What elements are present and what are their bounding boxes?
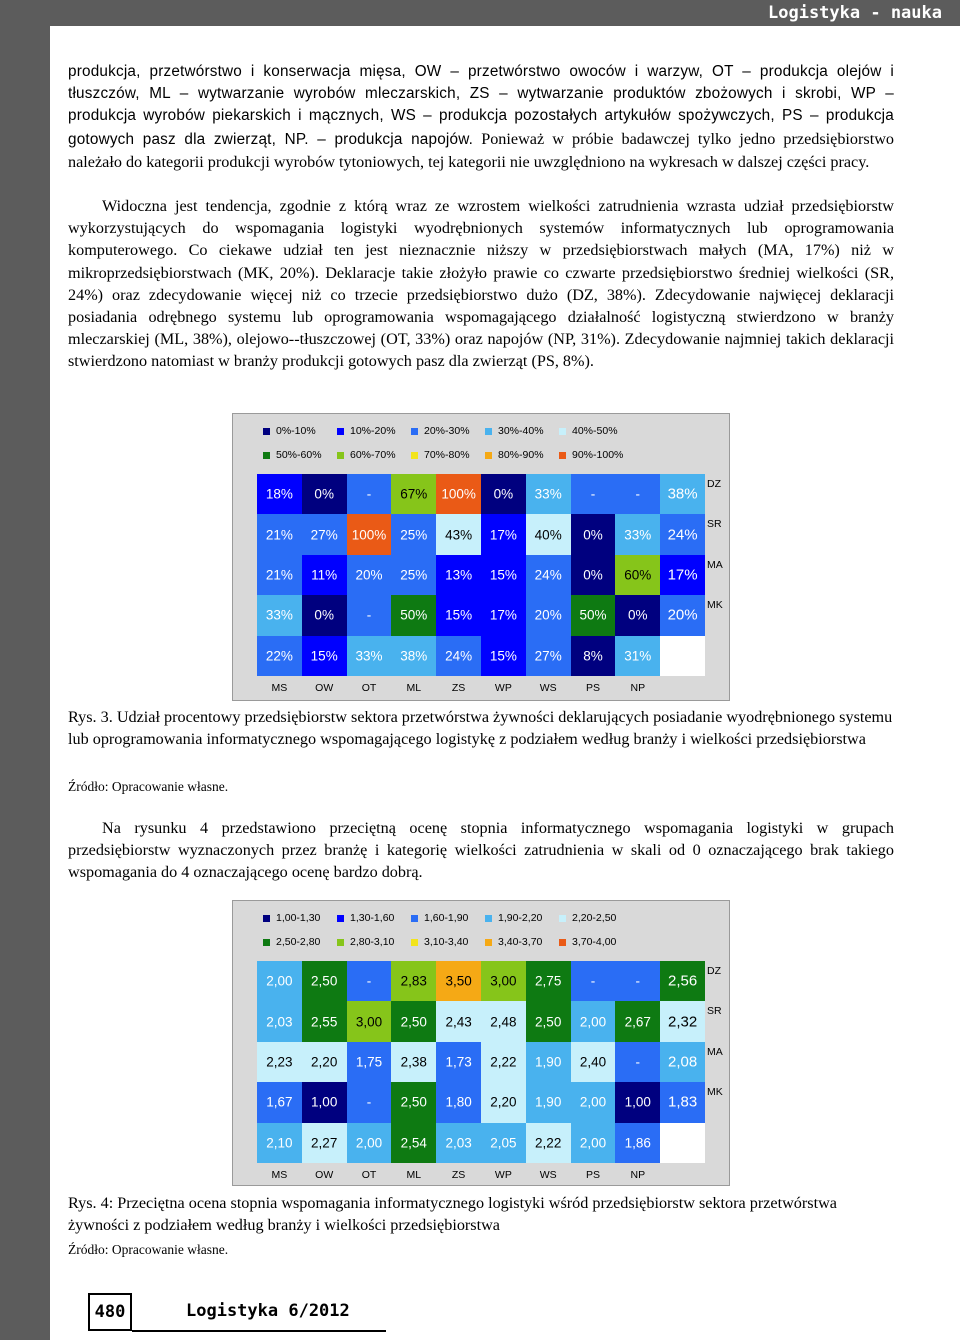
data-label: 0% [314, 607, 334, 623]
legend-swatch [411, 452, 418, 459]
x-tick-label: WS [539, 682, 557, 694]
legend-label: 50%-60% [276, 449, 322, 461]
figure-3-source: Źródło: Opracowanie własne. [68, 779, 229, 794]
legend-item [559, 911, 616, 925]
legend-swatch [337, 939, 344, 946]
data-label: 43% [445, 527, 473, 543]
data-label: 0% [583, 567, 603, 583]
legend-swatch [263, 452, 270, 459]
data-label: 0% [493, 486, 514, 502]
legend-label: 0%-10% [276, 425, 316, 437]
data-label: 2,22 [490, 1054, 517, 1070]
paragraph-industry-codes [68, 61, 894, 174]
data-label: 21% [265, 527, 293, 543]
legend-label: 30%-40% [498, 425, 544, 437]
x-tick-label: PS [585, 1169, 601, 1181]
figure-4-heatmap [232, 900, 730, 1186]
data-label: 20% [355, 567, 383, 583]
data-label: 2,67 [624, 1014, 651, 1030]
legend-label: 10%-20% [350, 425, 396, 437]
legend-swatch [485, 915, 492, 922]
legend-item [411, 448, 470, 462]
data-label: 2,40 [579, 1054, 607, 1070]
data-label: 2,05 [490, 1135, 517, 1151]
data-label: 1,90 [535, 1054, 562, 1070]
data-label: 38% [667, 485, 698, 503]
legend-swatch [337, 452, 344, 459]
data-label: 2,22 [535, 1135, 562, 1151]
data-label: 1,90 [535, 1094, 562, 1110]
legend-item [263, 448, 322, 462]
x-tick-label: WP [494, 1169, 512, 1181]
data-label: 2,56 [667, 972, 698, 990]
data-label: 1,83 [667, 1093, 698, 1111]
x-tick-label: NP [630, 1169, 646, 1181]
data-label: 2,03 [445, 1135, 472, 1151]
running-head: Logistyka - nauka [768, 3, 942, 23]
data-label: 22% [265, 648, 293, 664]
paragraph-figure-4-intro: Na rysunku 4 przedstawiono przeciętną ocenę stopnia informatycznego wspomagania logistyki w grupach przedsiębiorstw wyznaczonych przez branżę i kategorię wielkości zatrudnienia w skali od 0 oznaczającego brak takiego wspomagania do 4 oznaczającego ocenę bardzo dobrą. [68, 819, 894, 882]
data-label: 2,50 [535, 1014, 562, 1030]
legend-label: 1,30-1,60 [350, 912, 395, 924]
legend-label: 2,20-2,50 [572, 912, 617, 924]
x-tick-label: OT [361, 682, 377, 694]
data-label: 2,00 [579, 1014, 607, 1030]
data-label: 2,20 [311, 1054, 338, 1070]
data-label: - [366, 1094, 372, 1110]
y-tick-label: DZ [707, 965, 721, 977]
legend-item [263, 911, 320, 925]
data-label: - [590, 973, 596, 989]
legend-swatch [485, 939, 492, 946]
data-label: 20% [534, 607, 562, 623]
legend-label: 3,40-3,70 [498, 936, 543, 948]
legend-item [337, 424, 396, 438]
data-label: 1,86 [624, 1135, 651, 1151]
data-label: 17% [489, 607, 517, 623]
legend-label: 20%-30% [424, 425, 470, 437]
legend-label: 1,90-2,20 [498, 912, 543, 924]
data-label: 2,55 [311, 1014, 338, 1030]
data-label: 2,00 [579, 1135, 607, 1151]
legend-swatch [263, 939, 270, 946]
data-label: 15% [489, 648, 517, 664]
data-label: 24% [445, 648, 473, 664]
data-label: 2,38 [400, 1054, 427, 1070]
data-label: - [366, 486, 372, 502]
data-label: 24% [534, 567, 562, 583]
data-label: 25% [400, 567, 428, 583]
data-label: 38% [400, 648, 428, 664]
data-label: 15% [310, 648, 338, 664]
legend-swatch [411, 915, 418, 922]
legend-item [263, 935, 320, 949]
data-label: 3,50 [445, 973, 472, 989]
paragraph-trend: Widoczna jest tendencja, zgodnie z którą wraz ze wzrostem wielkości zatrudnienia wzrasta udział przedsiębiorstw wykorzystujących do wspomagania logistyki wyodrębnionych systemów informatycznych lub oprogramowania komputerowego. Co ciekawe udział ten jest nieznacznie niższy w przedsiębiorstwach małych (MA, 17%) niż w mikroprzedsiębiorstwach (MK, 20%). Deklaracje takie złożyło prawie co czwarte przedsiębiorstwo średniej wielkości (SR, 24%) oraz zdecydowanie więcej niż co trzecie przedsiębiorstwo dużo (DZ, 38%). Zdecydowanie najwięcej deklaracji posiadania odrębnego systemu lub oprogramowania wspomagającego działalność logistyczną stwierdzono w branży mleczarskiej (ML, 38%), olejowo--tłuszczowej (OT, 33%) oraz napojów (NP, 31%). Zdecydowanie najmniej takich deklaracji stwierdzono natomiast w branży produkcji gotowych pasz dla zwierząt (PS, 8%). [68, 197, 894, 371]
y-tick-label: MA [707, 1045, 723, 1058]
data-label: - [590, 486, 596, 502]
y-tick-label: SR [707, 1005, 722, 1018]
data-label: 33% [355, 648, 383, 664]
data-label: 2,20 [490, 1094, 517, 1110]
x-tick-label: ZS [451, 682, 466, 694]
figure-4-source: Źródło: Opracowanie własne. [68, 1242, 229, 1257]
legend-label: 3,70-4,00 [572, 936, 617, 948]
legend-label: 90%-100% [572, 449, 624, 461]
legend-item [485, 911, 542, 925]
legend-item [559, 448, 623, 462]
x-tick-label: ML [406, 1169, 422, 1181]
page-number: 480 [88, 1293, 132, 1331]
legend-item [263, 424, 316, 438]
legend-swatch [263, 428, 270, 435]
data-label: 1,00 [624, 1094, 651, 1110]
legend-label: 2,80-3,10 [350, 936, 395, 948]
legend-label: 1,60-1,90 [424, 912, 469, 924]
data-label: 100% [351, 527, 387, 543]
data-label: 0% [314, 486, 334, 502]
legend-item [485, 424, 544, 438]
data-label: - [366, 607, 372, 623]
data-label: 15% [489, 567, 517, 583]
x-tick-label: WP [494, 682, 512, 694]
heatmap-cell [660, 1123, 705, 1163]
side-bar [0, 0, 50, 1340]
x-tick-label: OW [315, 1169, 334, 1181]
data-label: 100% [441, 486, 476, 502]
legend-swatch [411, 939, 418, 946]
legend-item [411, 424, 470, 438]
data-label: 2,50 [400, 1014, 427, 1030]
data-label: 2,43 [445, 1014, 472, 1030]
data-label: 50% [400, 607, 428, 623]
data-label: 1,00 [311, 1094, 338, 1110]
x-tick-label: MS [271, 1169, 288, 1181]
figure-4-caption: Rys. 4: Przeciętna ocena stopnia wspomagania informatycznego logistyki wśród przedsiębiorstw sektora przetwórstwa żywności z podziałem według branży i wielkości przedsiębiorstwa [68, 1194, 837, 1235]
data-label: 2,50 [400, 1094, 427, 1110]
data-label: 50% [579, 607, 607, 623]
legend-item [559, 424, 618, 438]
paragraph-tobacco-note: Ponieważ w próbie badawczej tylko jedno przedsiębiorstwo należało do kategorii produkcji wyrobów tytoniowych, tej kategorii nie uwzględniono na wykresach w dalszej części pracy. [68, 129, 894, 171]
legend-item [337, 448, 396, 462]
data-label: - [635, 973, 641, 989]
data-label: 13% [445, 567, 473, 583]
data-label: 2,10 [266, 1135, 293, 1151]
data-label: 2,75 [535, 973, 562, 989]
heatmap-plot [257, 961, 705, 1163]
legend-item [337, 911, 394, 925]
data-label: 2,08 [667, 1053, 698, 1071]
data-label: 3,00 [355, 1014, 383, 1030]
legend-swatch [411, 428, 418, 435]
legend-label: 70%-80% [424, 449, 470, 461]
legend-swatch [263, 915, 270, 922]
legend-item [559, 935, 616, 949]
x-tick-label: ZS [451, 1169, 466, 1181]
data-label: 27% [310, 527, 338, 543]
legend-label: 2,50-2,80 [276, 936, 321, 948]
data-label: 2,54 [400, 1135, 427, 1151]
data-label: 31% [624, 648, 652, 664]
data-label: 18% [265, 486, 293, 502]
data-label: 60% [624, 567, 652, 583]
x-tick-label: MS [271, 682, 288, 694]
data-label: 2,00 [266, 973, 293, 989]
data-label: 24% [667, 526, 698, 544]
data-label: 1,67 [266, 1094, 293, 1110]
data-label: 25% [400, 527, 428, 543]
legend-swatch [485, 452, 492, 459]
data-label: 2,03 [266, 1014, 293, 1030]
legend-label: 80%-90% [498, 449, 544, 461]
legend-item [337, 935, 394, 949]
legend-label: 1,00-1,30 [276, 912, 321, 924]
y-tick-label: SR [707, 518, 722, 531]
data-label: 2,00 [579, 1094, 607, 1110]
data-label: 2,00 [355, 1135, 383, 1151]
data-label: 20% [667, 606, 698, 624]
data-label: 0% [583, 527, 603, 543]
y-tick-label: MK [707, 1086, 723, 1099]
data-label: 1,75 [355, 1054, 383, 1070]
data-label: 2,50 [311, 973, 338, 989]
x-tick-label: WS [539, 1169, 557, 1181]
heatmap-plot [257, 474, 705, 676]
data-label: 17% [667, 566, 698, 584]
data-label: 11% [311, 567, 338, 583]
y-tick-label: MK [707, 599, 723, 612]
data-label: - [635, 486, 641, 502]
data-label: - [635, 1054, 641, 1070]
data-label: 17% [489, 527, 517, 543]
y-tick-label: MA [707, 558, 723, 571]
data-label: 40% [534, 527, 562, 543]
data-label: 2,32 [667, 1013, 698, 1031]
data-label: 33% [534, 486, 562, 502]
data-label: 2,23 [266, 1054, 293, 1070]
data-label: 15% [445, 607, 473, 623]
legend-swatch [559, 428, 566, 435]
figure-3-heatmap [232, 413, 730, 701]
data-label: 33% [624, 527, 652, 543]
x-tick-label: NP [630, 682, 646, 694]
footer-rule [132, 1330, 386, 1332]
journal-issue: Logistyka 6/2012 [186, 1301, 350, 1321]
x-tick-label: OW [315, 682, 334, 694]
x-tick-label: OT [361, 1169, 377, 1181]
data-label: 0% [628, 607, 648, 623]
heatmap-cell [660, 636, 705, 676]
data-label: 21% [265, 567, 293, 583]
legend-item [411, 911, 468, 925]
data-label: 2,83 [400, 973, 427, 989]
legend-swatch [559, 452, 566, 459]
legend-label: 40%-50% [572, 425, 618, 437]
paragraph-industry-codes-text: produkcja, przetwórstwo i konserwacja mięsa, OW – przetwórstwo owoców i warzyw, OT – produkcja olejów i tłuszczów, ML – wytwarzanie wyrobów mleczarskich, ZS – wytwarzanie produktów zbożowych i skrobi, WP – produkcja wyrobów piekarskich i mącznych, WS – produkcja pozostałych artykułów spożywczych, PS – produkcja gotowych pasz dla zwierząt, NP. – produkcja napojów. [68, 63, 894, 148]
y-tick-label: DZ [707, 478, 721, 490]
legend-label: 3,10-3,40 [424, 936, 469, 948]
x-tick-label: PS [585, 682, 601, 694]
legend-item [485, 448, 544, 462]
data-label: - [366, 973, 372, 989]
legend-swatch [337, 428, 344, 435]
data-label: 8% [583, 648, 603, 664]
legend-label: 60%-70% [350, 449, 396, 461]
data-label: 1,80 [445, 1094, 472, 1110]
legend-item [485, 935, 542, 949]
data-label: 67% [400, 486, 428, 502]
data-label: 3,00 [490, 973, 517, 989]
legend-swatch [485, 428, 492, 435]
x-tick-label: ML [406, 682, 422, 694]
legend-swatch [559, 915, 566, 922]
data-label: 33% [265, 607, 293, 623]
data-label: 27% [534, 648, 562, 664]
legend-item [411, 935, 468, 949]
data-label: 2,27 [311, 1135, 338, 1151]
data-label: 1,73 [445, 1054, 472, 1070]
figure-3-caption: Rys. 3. Udział procentowy przedsiębiorstw sektora przetwórstwa żywności deklarujących posiadanie wyodrębnionego systemu lub oprogramowania informatycznego wspomagającego logistykę z podziałem według branży i wielkości przedsiębiorstwa [68, 708, 893, 749]
legend-swatch [559, 939, 566, 946]
data-label: 2,48 [490, 1014, 517, 1030]
legend-swatch [337, 915, 344, 922]
